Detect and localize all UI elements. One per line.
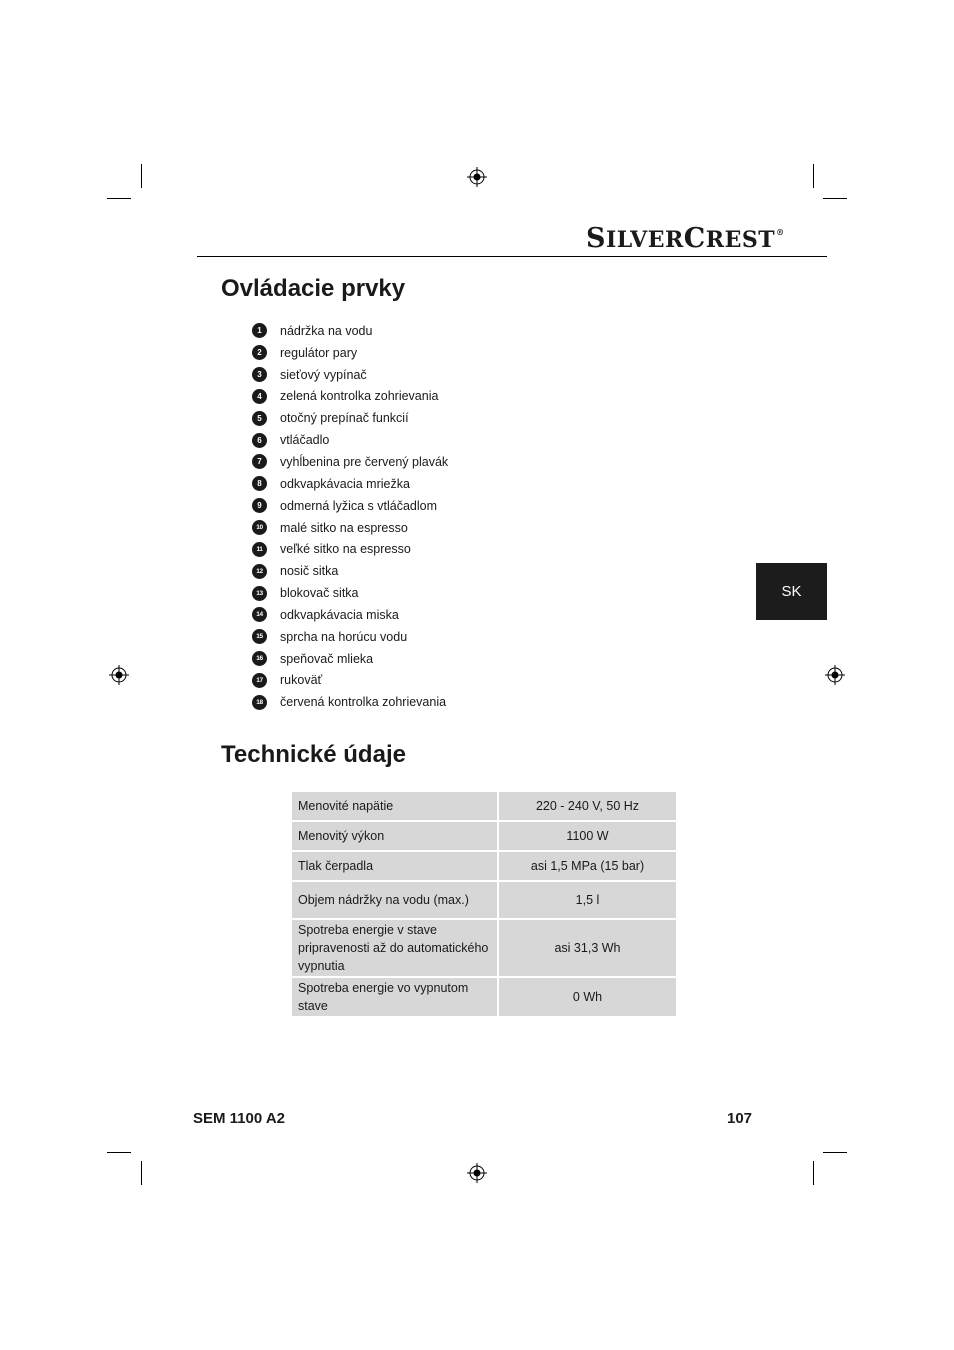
item-number-badge: 4	[252, 389, 267, 404]
table-row	[291, 821, 677, 851]
item-number-badge: 12	[252, 564, 267, 579]
item-label: sprcha na horúcu vodu	[280, 629, 408, 644]
item-number-badge: 5	[252, 411, 267, 426]
item-label: odmerná lyžica s vtláčadlom	[280, 498, 438, 513]
list-item	[252, 517, 448, 539]
list-item	[252, 342, 448, 364]
list-item	[252, 364, 448, 386]
list-item	[252, 407, 448, 429]
spec-key-cell: Tlak čerpadla	[291, 851, 498, 881]
item-label: vtláčadlo	[280, 433, 330, 448]
list-item	[252, 429, 448, 451]
table-row	[291, 791, 677, 821]
brand-logo-part2: CREST	[683, 223, 776, 254]
item-number-badge: 1	[252, 323, 267, 338]
item-label: sieťový vypínač	[280, 367, 367, 382]
spec-value-cell: 1,5 l	[498, 881, 677, 919]
item-label: zelená kontrolka zohrievania	[280, 389, 439, 404]
table-row	[291, 919, 677, 977]
spec-key-cell: Menovité napätie	[291, 791, 498, 821]
header-divider	[197, 256, 827, 257]
item-label: veľké sitko na espresso	[280, 542, 411, 557]
controls-list	[252, 320, 448, 713]
table-row	[291, 977, 677, 1017]
table-row	[291, 881, 677, 919]
registration-mark-icon	[467, 1163, 487, 1183]
language-tab: SK	[756, 563, 827, 620]
item-label: vyhĺbenina pre červený plavák	[280, 454, 449, 469]
registration-mark-icon	[825, 665, 845, 685]
spec-value-cell: 1100 W	[498, 821, 677, 851]
crop-mark	[823, 1152, 847, 1153]
list-item	[252, 582, 448, 604]
crop-mark	[141, 1161, 142, 1185]
spec-value-cell: asi 1,5 MPa (15 bar)	[498, 851, 677, 881]
item-number-badge: 18	[252, 695, 267, 710]
item-label: nosič sitka	[280, 564, 339, 579]
list-item	[252, 386, 448, 408]
item-label: nádržka na vodu	[280, 323, 373, 338]
list-item	[252, 604, 448, 626]
crop-mark	[107, 1152, 131, 1153]
item-number-badge: 11	[252, 542, 267, 557]
controls-heading: Ovládacie prvky	[221, 275, 406, 302]
spec-value-cell: asi 31,3 Wh	[498, 919, 677, 977]
item-label: červená kontrolka zohrievania	[280, 695, 447, 710]
item-label: speňovač mlieka	[280, 651, 374, 666]
list-item	[252, 320, 448, 342]
list-item	[252, 560, 448, 582]
registered-mark: ®	[776, 227, 785, 237]
item-label: rukoväť	[280, 673, 323, 688]
item-label: odkvapkávacia miska	[280, 607, 399, 622]
spec-key-cell: Objem nádržky na vodu (max.)	[291, 881, 498, 919]
crop-mark	[823, 198, 847, 199]
list-item	[252, 691, 448, 713]
list-item	[252, 473, 448, 495]
item-number-badge: 3	[252, 367, 267, 382]
item-number-badge: 10	[252, 520, 267, 535]
crop-mark	[141, 164, 142, 188]
brand-logo-part1: SILVER	[586, 223, 684, 254]
item-number-badge: 17	[252, 673, 267, 688]
item-number-badge: 13	[252, 586, 267, 601]
item-label: regulátor pary	[280, 345, 358, 360]
list-item	[252, 648, 448, 670]
model-number: SEM 1100 A2	[193, 1110, 285, 1127]
list-item	[252, 626, 448, 648]
item-number-badge: 14	[252, 607, 267, 622]
spec-key-cell: Spotreba energie v stave pripravenosti až do automatického vypnutia	[291, 919, 498, 977]
brand-logo	[586, 223, 785, 254]
list-item	[252, 451, 448, 473]
item-number-badge: 7	[252, 454, 267, 469]
list-item	[252, 495, 448, 517]
item-number-badge: 15	[252, 629, 267, 644]
item-label: blokovač sitka	[280, 586, 359, 601]
item-number-badge: 2	[252, 345, 267, 360]
crop-mark	[813, 1161, 814, 1185]
spec-key-cell: Spotreba energie vo vypnutom stave	[291, 977, 498, 1017]
list-item	[252, 538, 448, 560]
item-label: malé sitko na espresso	[280, 520, 408, 535]
spec-value-cell: 0 Wh	[498, 977, 677, 1017]
item-number-badge: 6	[252, 433, 267, 448]
item-label: odkvapkávacia mriežka	[280, 476, 410, 491]
page-number: 107	[727, 1110, 753, 1127]
specs-table	[290, 790, 678, 1018]
crop-mark	[813, 164, 814, 188]
spec-key-cell: Menovitý výkon	[291, 821, 498, 851]
item-label: otočný prepínač funkcií	[280, 411, 409, 426]
table-row	[291, 851, 677, 881]
registration-mark-icon	[467, 167, 487, 187]
item-number-badge: 8	[252, 476, 267, 491]
item-number-badge: 9	[252, 498, 267, 513]
crop-mark	[107, 198, 131, 199]
item-number-badge: 16	[252, 651, 267, 666]
registration-mark-icon	[109, 665, 129, 685]
specs-heading: Technické údaje	[221, 741, 406, 768]
spec-value-cell: 220 - 240 V, 50 Hz	[498, 791, 677, 821]
list-item	[252, 670, 448, 692]
